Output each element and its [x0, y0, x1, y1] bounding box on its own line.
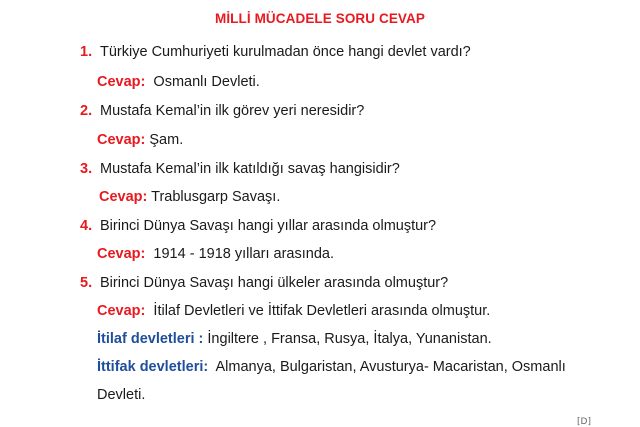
- answer-5: [97, 303, 490, 319]
- question-number: 5.: [80, 275, 93, 291]
- page-title: MİLLİ MÜCADELE SORU CEVAP: [214, 11, 425, 26]
- answer-label: Cevap:: [97, 303, 146, 319]
- answer-3: [99, 189, 280, 205]
- question-text: Birinci Dünya Savaşı hangi yıllar arasında olmuştur?: [100, 218, 437, 234]
- question-text: Mustafa Kemal’in ilk katıldığı savaş hangisidir?: [100, 161, 400, 177]
- question-number: 2.: [80, 103, 93, 119]
- question-number: 3.: [80, 161, 93, 177]
- ittifak-value: Almanya, Bulgaristan, Avusturya- Macaristan, Osmanlı: [215, 359, 566, 375]
- answer-label: Cevap:: [99, 189, 148, 205]
- question-number: 4.: [80, 218, 93, 234]
- answer-4: [97, 246, 334, 262]
- answer-label: Cevap:: [97, 74, 146, 90]
- question-number: 1.: [80, 44, 93, 60]
- ittifak-label: İttifak devletleri:: [97, 359, 209, 375]
- answer-text: Şam.: [149, 132, 184, 148]
- answer-text: 1914 - 1918 yılları arasında.: [153, 246, 334, 262]
- question-4: [80, 218, 436, 234]
- paste-options-icon[interactable]: [D]: [577, 417, 591, 427]
- question-3: [80, 161, 400, 177]
- question-text: Mustafa Kemal’in ilk görev yeri neresidir?: [100, 103, 365, 119]
- answer-2: [97, 132, 183, 148]
- itilaf-line: [97, 331, 492, 347]
- itilaf-value: İngiltere , Fransa, Rusya, İtalya, Yunanistan.: [207, 331, 492, 347]
- question-text: Türkiye Cumhuriyeti kurulmadan önce hangi devlet vardı?: [100, 44, 471, 60]
- ittifak-value-cont: Devleti.: [97, 387, 146, 403]
- question-1: [80, 44, 471, 60]
- question-2: [80, 103, 364, 119]
- ittifak-line-cont: [97, 387, 145, 403]
- question-5: [80, 275, 448, 291]
- answer-text: Trablusgarp Savaşı.: [151, 189, 281, 205]
- answer-text: İtilaf Devletleri ve İttifak Devletleri arasında olmuştur.: [153, 303, 491, 319]
- ittifak-line: [97, 359, 566, 375]
- answer-text: Osmanlı Devleti.: [153, 74, 260, 90]
- answer-label: Cevap:: [97, 246, 146, 262]
- answer-label: Cevap:: [97, 132, 146, 148]
- itilaf-label: İtilaf devletleri :: [97, 331, 204, 347]
- question-text: Birinci Dünya Savaşı hangi ülkeler arasında olmuştur?: [100, 275, 449, 291]
- answer-1: [97, 74, 260, 90]
